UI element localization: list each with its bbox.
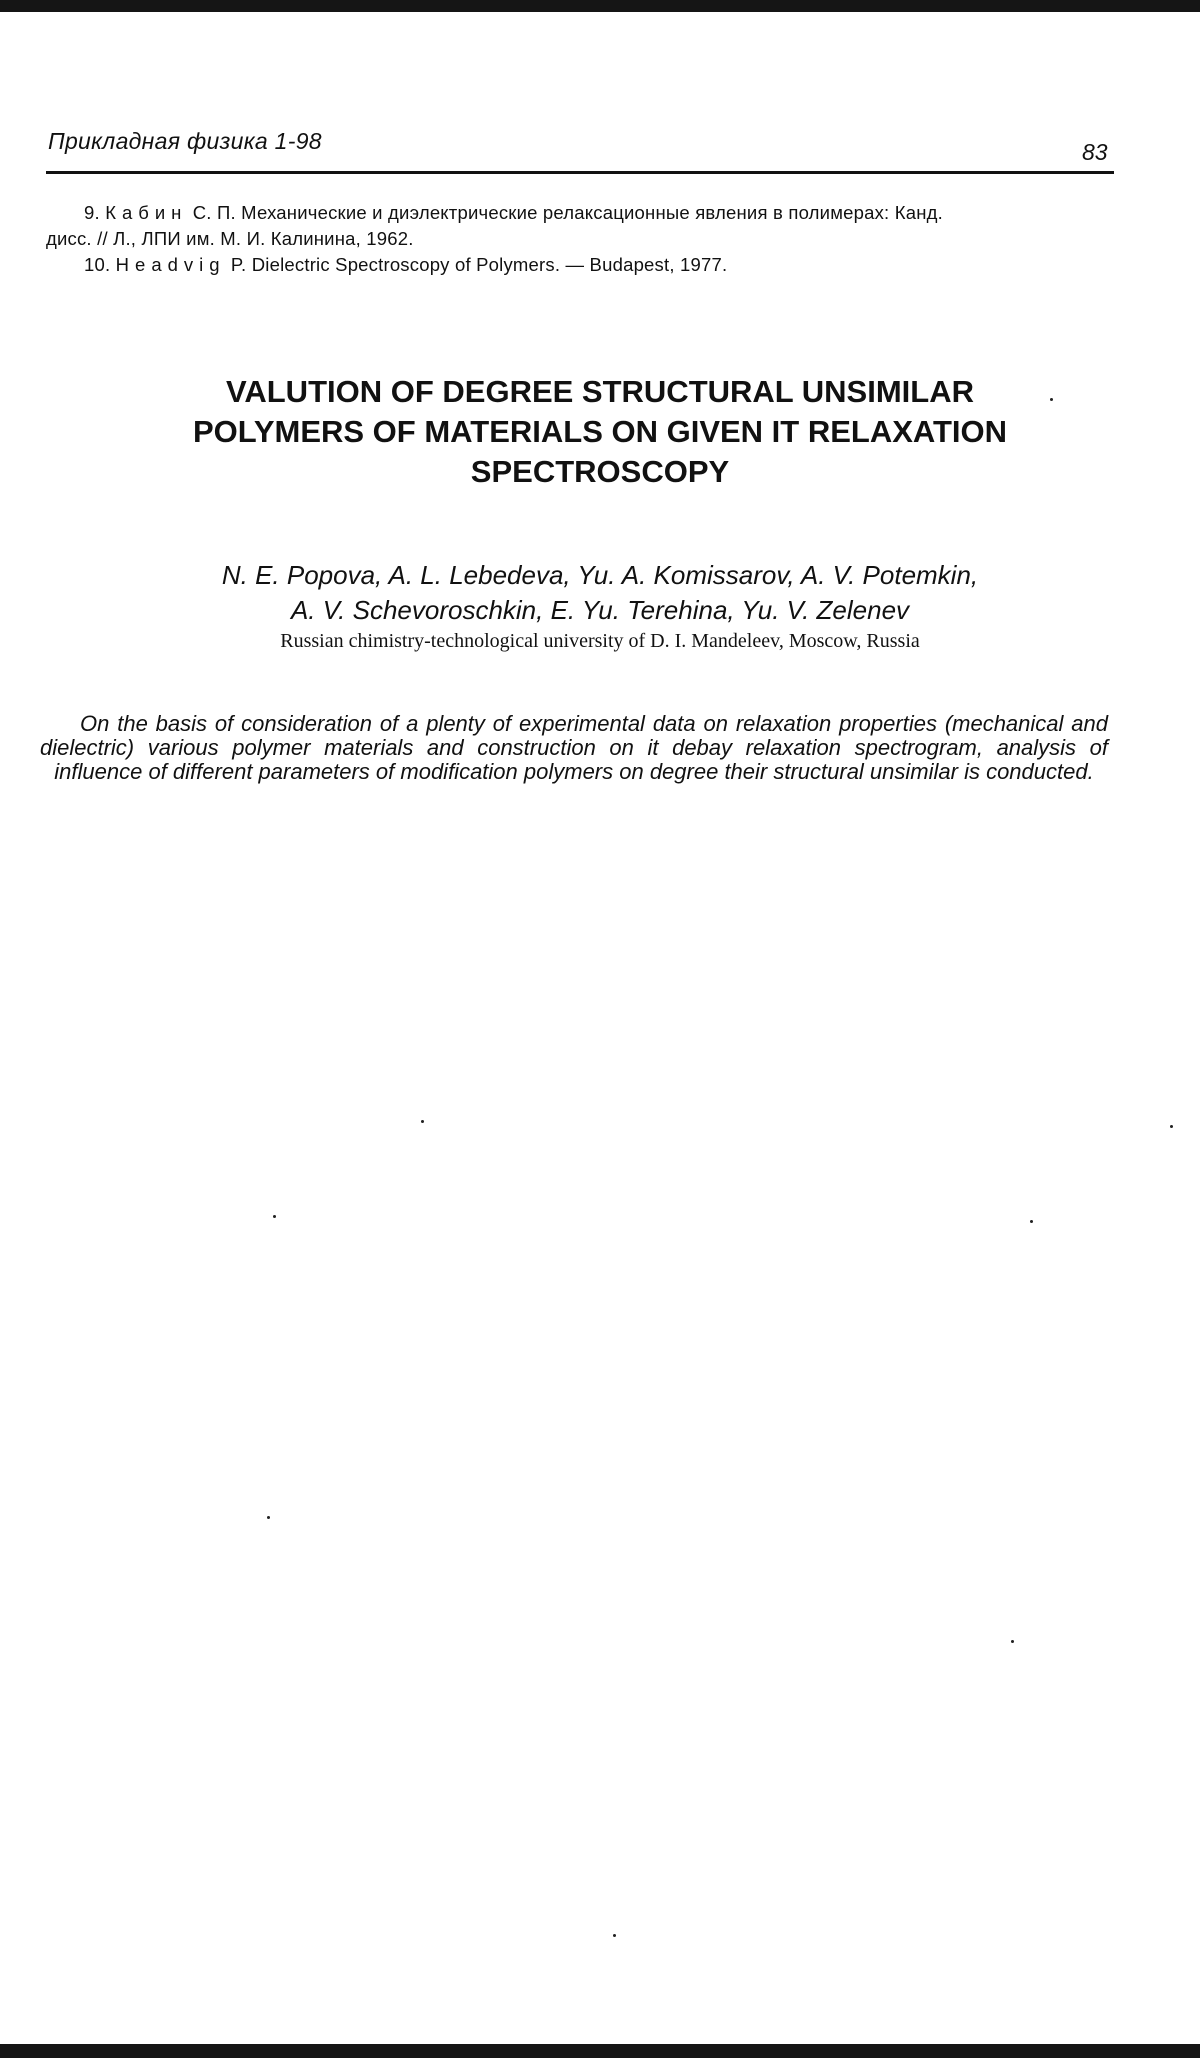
author-line: N. E. Popova, A. L. Lebedeva, Yu. A. Komissarov, A. V. Potemkin, [221,560,979,590]
scan-speck [273,1215,276,1218]
reference-number: 10. [84,254,111,275]
scan-speck [421,1120,424,1123]
page-number: 83 [1082,139,1108,165]
scan-speck [1011,1640,1014,1643]
scan-speck [267,1516,270,1519]
title-line: VALUTION OF DEGREE STRUCTURAL UNSIMILAR [225,374,974,409]
reference-author: Headvig [115,254,226,275]
scan-speck [1030,1220,1033,1223]
abstract-text: On the basis of consideration of a plenty of experimental data on relaxation properties (mechanical and dielectric) various polymer materials and construction on it debay relaxation spectrogram, analysis of influence of different parameters of modification polymers on degree their structural unsimilar is conducted. [40,711,1108,784]
title-line: POLYMERS OF MATERIALS ON GIVEN IT RELAXATION [192,414,1008,449]
affiliation: Russian chimistry-technological university of D. I. Mandeleev, Moscow, Russia [280,630,920,652]
reference-text: P. Dielectric Spectroscopy of Polymers. — Budapest, 1977. [230,254,728,275]
paper-title [50,372,1150,492]
scan-speck [613,1934,616,1937]
title-line: SPECTROSCOPY [470,454,730,489]
reference-9-continued: дисс. // Л., ЛПИ им. М. И. Калинина, 1962. [46,228,414,249]
reference-10 [46,252,1116,278]
reference-text: С. П. Механические и диэлектрические релаксационные явления в полимерах: Канд. [192,202,943,223]
author-line: A. V. Schevoroschkin, E. Yu. Terehina, Yu. V. Zelenev [290,595,910,625]
scan-top-border [0,0,1200,12]
reference-number: 9. [84,202,100,223]
author-list [60,558,1140,628]
scan-bottom-border [0,2044,1200,2058]
header-rule [46,171,1114,174]
reference-author: Кабин [105,202,188,223]
scan-speck [1170,1125,1173,1128]
running-head-journal: Прикладная физика 1-98 [48,128,322,154]
reference-list [46,200,1116,278]
reference-9 [46,200,1116,226]
scan-speck [1050,398,1053,401]
